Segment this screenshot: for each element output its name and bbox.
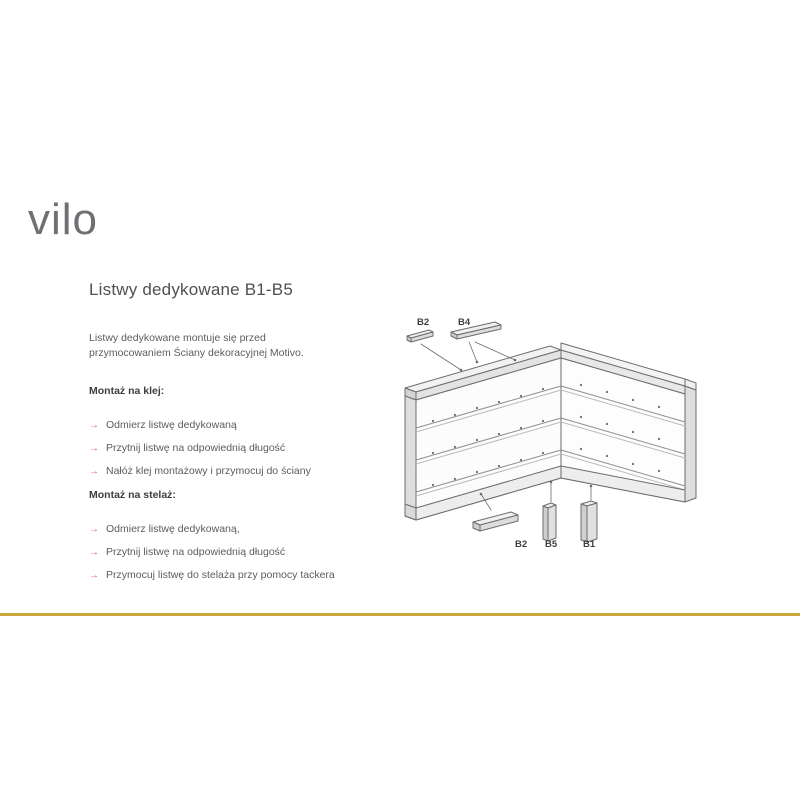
intro-paragraph: Listwy dedykowane montuje się przed przymocowaniem Ściany dekoracyjnej Motivo. xyxy=(89,332,304,360)
label-b1-bottom: B1 xyxy=(583,539,596,550)
list-item xyxy=(89,441,389,455)
arrow-icon: → xyxy=(89,570,99,582)
arrow-icon: → xyxy=(89,443,99,455)
arrow-icon: → xyxy=(89,466,99,478)
arrow-icon: → xyxy=(89,420,99,431)
page-title: Listwy dedykowane B1-B5 xyxy=(89,280,293,299)
step-text: Przytnij listwę na odpowiednią długość xyxy=(106,442,286,455)
arrow-icon: → xyxy=(89,547,99,559)
vilo-logo: vilo xyxy=(28,195,99,244)
list-item xyxy=(89,522,389,536)
step-text: Odmierz listwę dedykowaną, xyxy=(106,523,240,535)
step-list-frame xyxy=(89,522,389,592)
label-b4-top: B4 xyxy=(458,317,471,328)
step-text: Przytnij listwę na odpowiednią długość xyxy=(106,546,286,559)
arrow-icon: → xyxy=(89,524,99,535)
label-b2-top: B2 xyxy=(417,317,430,328)
installation-diagram xyxy=(385,310,725,570)
label-b2-bottom: B2 xyxy=(515,539,528,550)
section-heading-frame: Montaż na stelaż: xyxy=(89,489,176,501)
list-item xyxy=(89,545,389,559)
list-item xyxy=(89,568,389,582)
accent-divider xyxy=(0,613,800,616)
step-text: Przymocuj listwę do stelaża przy pomocy tackera xyxy=(106,569,335,582)
step-list-glue xyxy=(89,418,389,488)
step-text: Nałóż klej montażowy i przymocuj do ściany xyxy=(106,465,311,478)
list-item xyxy=(89,418,389,432)
list-item xyxy=(89,464,389,478)
section-heading-glue: Montaż na klej: xyxy=(89,385,165,397)
step-text: Odmierz listwę dedykowaną xyxy=(106,419,237,431)
label-b5-bottom: B5 xyxy=(545,539,558,550)
